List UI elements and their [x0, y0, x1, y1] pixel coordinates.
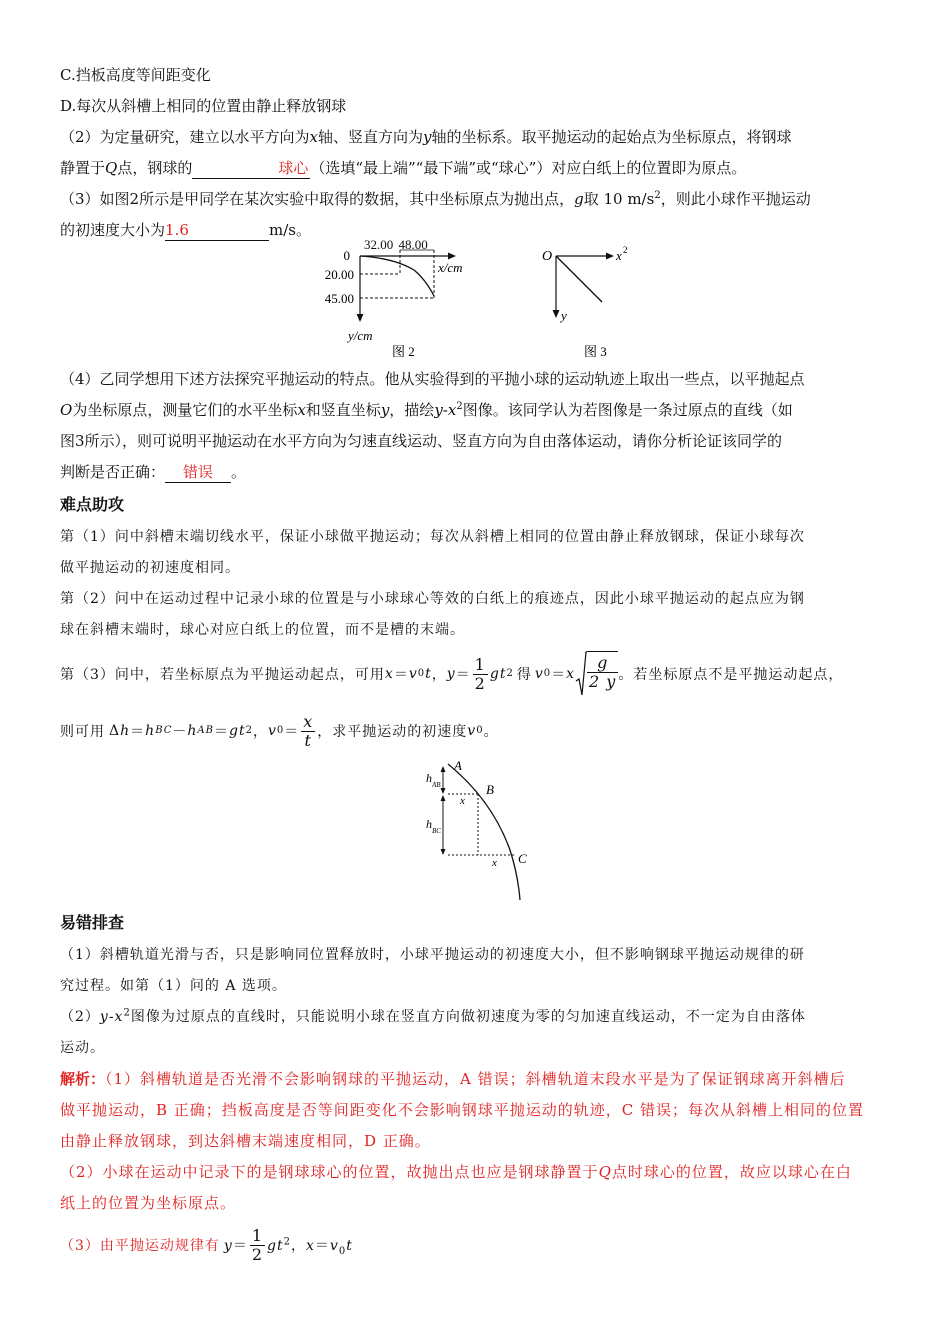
figure-4	[410, 760, 550, 906]
question-2-line-1: （2）为定量研究，建立以水平方向为x轴、竖直方向为y轴的坐标系。取平抛运动的起始点为坐标原点，将钢球	[60, 128, 792, 146]
fig3-origin-label: O	[542, 249, 553, 264]
question-2-line-2: 静置于Q点，钢球的 球心 （选填“最上端”“最下端”或“球心”）对应白纸上的位置即为原点。	[60, 159, 747, 177]
fig4-hbc-arrowhead-down-icon	[441, 849, 446, 855]
fig3-y-label: y	[561, 308, 567, 323]
question-4-line-1: （4）乙同学想用下述方法探究平抛运动的特点。他从实验得到的平抛小球的运动轨迹上取出一些点，以平抛起点	[60, 370, 805, 388]
fig2-tick-45: 45.00	[324, 291, 354, 306]
question-4-line-3: 图3所示），则可说明平抛运动在水平方向为匀速直线运动、竖直方向为自由落体运动，请你分析论证该同学的	[60, 432, 783, 450]
document-page	[60, 60, 894, 1271]
fig4-x-label-2: x	[492, 857, 497, 869]
fig2-x-label: x/cm	[438, 260, 463, 275]
answer-blank-4: 错误	[165, 462, 231, 483]
analysis-fraction-one-half: $\frac{1}{2}$	[251, 1225, 264, 1264]
tip-2-line-2: 球在斜槽末端时，球心对应白纸上的位置，而不是槽的末端。	[60, 622, 465, 638]
option-d: D.每次从斜槽上相同的位置由静止释放钢球	[60, 97, 347, 115]
fig3-x-sup: 2	[623, 246, 628, 255]
error-1-line-2: 究过程。如第（1）问的 A 选项。	[60, 978, 287, 994]
answer-blank-2: 球心	[192, 158, 310, 179]
fig3-x-label: x	[616, 248, 622, 263]
fig4-x-label-1: x	[460, 795, 465, 807]
fraction-x-over-t: $\frac{x}{t}$	[303, 711, 314, 750]
fig4-hab-h: h	[426, 771, 432, 785]
tip-3-line-2: 则可用 Δ h ＝ h BC － h AB ＝ gt 2 ， v 0 ＝ $\frac{x}{t}$ ，求平抛运动的初速度 v 0 。	[60, 711, 499, 750]
question-4-line-2: O为坐标原点，测量它们的水平坐标x和竖直坐标y，描绘$y-x^2$图像。该同学认为若图像是一条过原点的直线（如	[60, 401, 793, 419]
question-4-line-4: 判断是否正确： 错误 。	[60, 463, 247, 481]
section-heading-errors: 易错排查	[60, 913, 125, 932]
fig2-caption: 图 2	[392, 344, 415, 359]
answer-blank-3: 1.6	[165, 220, 269, 241]
fig4-hbc-sub: BC	[432, 827, 441, 835]
fig2-y-arrow-icon	[357, 314, 364, 322]
analysis-line-3: 由静止释放钢球，到达斜槽末端速度相同，D 正确。	[60, 1132, 431, 1150]
tip-1-line-1: 第（1）问中斜槽末端切线水平，保证小球做平抛运动；每次从斜槽上相同的位置由静止释放钢球，保证小球每次	[60, 529, 805, 545]
fig2-origin-label: 0	[343, 248, 350, 263]
tip-1-line-2: 做平抛运动的初速度相同。	[60, 560, 240, 576]
fig3-line	[556, 256, 602, 302]
figure-4-container	[60, 760, 894, 906]
error-2-line-2: 运动。	[60, 1040, 105, 1056]
question-3-line-1: （3）如图2所示是甲同学在某次实验中取得的数据，其中坐标原点为抛出点，g取 10 $m/s^2$，则此小球作平抛运动	[60, 190, 811, 208]
fig4-label-a: A	[454, 760, 462, 773]
section-heading-difficulty: 难点助攻	[60, 495, 125, 514]
analysis-line-6: （3）由平抛运动规律有 y＝ $\frac{1}{2}$ $gt^2$，$x=v_0t$	[60, 1225, 353, 1264]
fig4-hab-arrowhead-down-icon	[441, 788, 446, 794]
analysis-line-5: 纸上的位置为坐标原点。	[60, 1194, 237, 1212]
tip-2-line-1: 第（2）问中在运动过程中记录小球的位置是与小球球心等效的白纸上的痕迹点，因此小球平抛运动的起点应为钢	[60, 591, 805, 607]
analysis-line-1: 解析：（1）斜槽轨道是否光滑不会影响钢球的平抛运动，A 错误；斜槽轨道末段水平是为了保证钢球离开斜槽后	[60, 1070, 846, 1088]
sqrt-expression: $\frac{g}{2 y}$	[575, 651, 618, 697]
analysis-line-4: （2）小球在运动中记录下的是钢球球心的位置，故抛出点也应是钢球静置于Q点时球心的位置，故应以球心在白	[60, 1163, 852, 1181]
fig4-hab-sub: AB	[432, 781, 441, 789]
fig4-label-b: B	[486, 782, 494, 797]
tip-3-line-1: 第（3）问中，若坐标原点为平抛运动起点，可用 x ＝ v 0 t ， y ＝ $\frac{1}{2}$ gt 2 得 v 0 ＝ x $\frac{g}{2 y}$ 。若坐标原点不是平抛运动起点，	[60, 646, 894, 702]
error-2-line-1: $(2)y-x^2$图像为过原点的直线时，只能说明小球在竖直方向做初速度为零的匀加速直线运动，不一定为自由落体	[60, 1007, 806, 1025]
figure-3	[530, 246, 650, 364]
error-1-line-1: （1）斜槽轨道光滑与否，只是影响同位置释放时，小球平抛运动的初速度大小，但不影响钢球平抛运动规律的研	[60, 947, 805, 963]
fig4-hbc-h: h	[426, 817, 432, 831]
figures-row	[60, 237, 894, 364]
analysis-block	[60, 1064, 894, 1271]
fraction-one-half: $\frac{1}{2}$	[474, 654, 486, 693]
option-c: C.挡板高度等间距变化	[60, 66, 211, 84]
fig4-hbc-arrowhead-up-icon	[441, 795, 446, 801]
fig4-hab-arrowhead-up-icon	[441, 766, 446, 772]
fig2-y-label: y/cm	[348, 328, 373, 343]
fig3-x-arrow-icon	[606, 253, 614, 260]
fig4-label-c: C	[518, 851, 527, 866]
analysis-line-2: 做平抛运动，B 正确；挡板高度是否等间距变化不会影响钢球平抛运动的轨迹，C 错误；每次从斜槽上相同的位置	[60, 1101, 865, 1119]
fig2-tick-48-label: 48.00	[398, 237, 428, 252]
fig3-y-arrow-icon	[553, 310, 560, 318]
fig2-tick-20: 20.00	[324, 267, 354, 282]
analysis-label: 解析：	[60, 1070, 106, 1088]
question-3-line-2: 的初速度大小为1.6 m/s。	[60, 221, 311, 239]
fig4-trajectory	[448, 764, 520, 900]
fig2-tick-32-label: 32.00	[364, 237, 394, 252]
sqrt-sign-icon	[575, 651, 587, 697]
figure-2	[300, 246, 500, 364]
fig2-trajectory	[360, 256, 434, 296]
fig3-caption: 图 3	[584, 344, 607, 359]
fig2-x-arrow-icon	[448, 253, 456, 260]
